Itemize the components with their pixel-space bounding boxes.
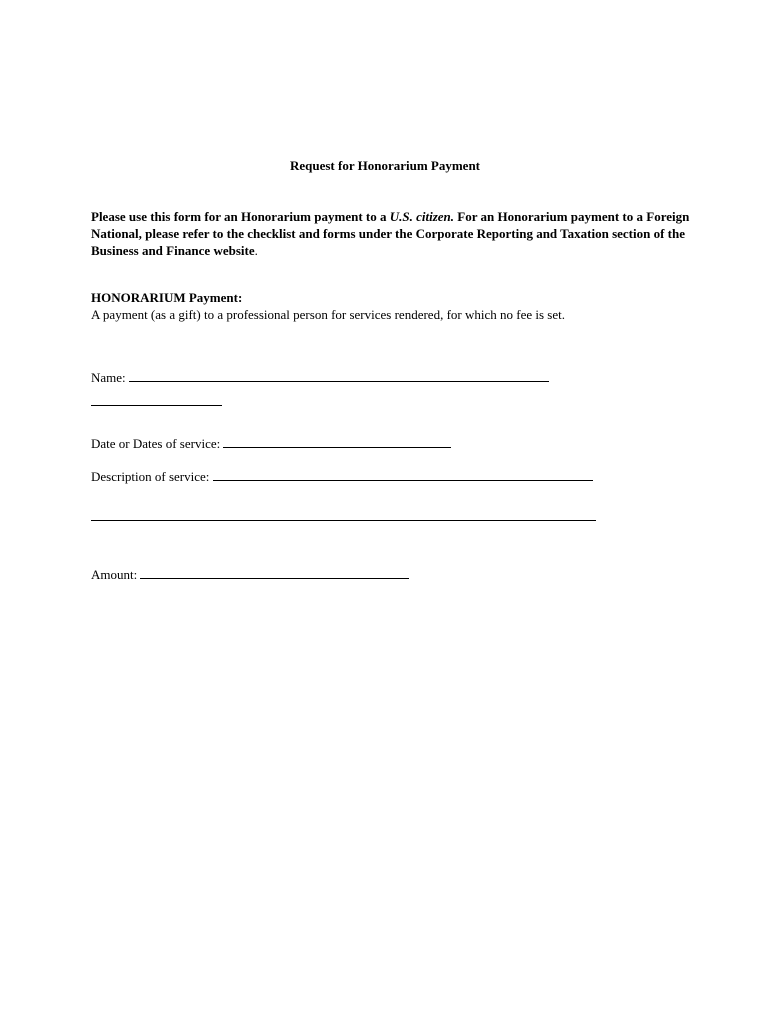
dates-field [91,436,451,452]
page-title: Request for Honorarium Payment [289,158,481,173]
dates-input-line[interactable] [223,436,451,448]
instructions-emphasis: U.S. citizen. [389,209,455,224]
amount-field [91,567,409,583]
name-continuation-line[interactable] [91,405,222,406]
instructions-text-start: Please use this form for an Honorarium payment to a [91,209,390,224]
definition-text: A payment (as a gift) to a professional person for services rendered, for which no fee is set. [91,307,565,322]
definition-heading: HONORARIUM Payment: [91,290,243,305]
name-input-line[interactable] [129,370,549,382]
instructions-text-end: For an Honorarium payment to a Foreign National, please refer to the checklist and forms under the Corporate Reporting and Taxation section of the Business and Finance website [91,209,690,258]
name-field [91,370,549,386]
name-label: Name: [91,370,129,385]
description-label: Description of service: [91,469,213,484]
description-field [91,469,593,485]
instructions-paragraph [91,208,691,259]
instructions-period: . [254,243,258,258]
amount-input-line[interactable] [140,567,409,579]
amount-label: Amount: [91,567,141,582]
description-input-line[interactable] [213,469,593,481]
dates-label: Date or Dates of service: [91,436,224,451]
description-continuation-line[interactable] [91,520,596,521]
